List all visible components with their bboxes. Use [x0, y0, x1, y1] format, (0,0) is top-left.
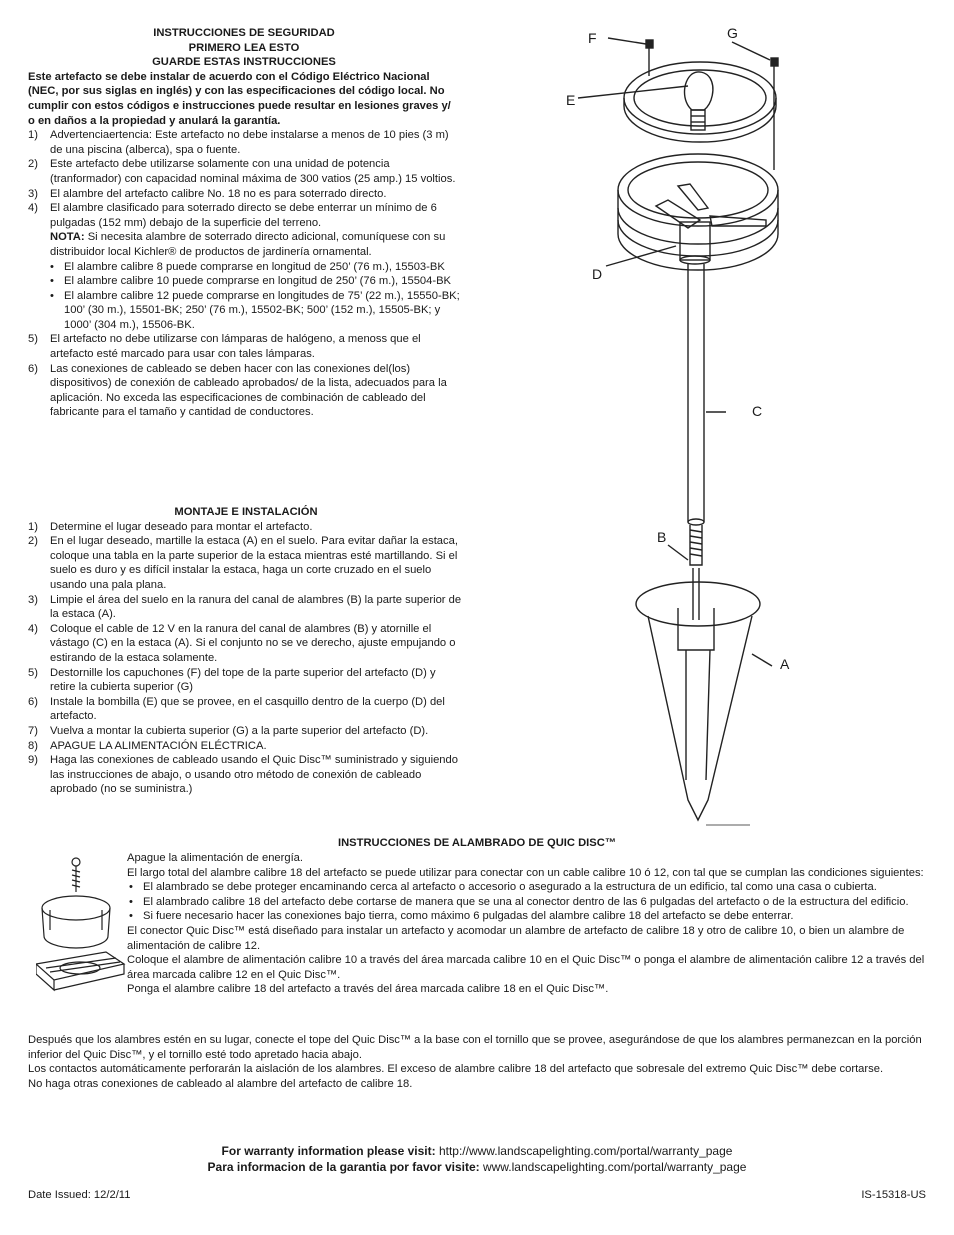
quic-indented-text: [127, 851, 927, 997]
list-item: 1) Determine el lugar deseado para montar el artefacto.: [28, 520, 313, 533]
label-b: B: [657, 529, 667, 545]
fixture-diagram: [560, 20, 820, 830]
list-item: 5) El artefacto no debe utilizarse con lámparas de halógeno, a menoss que el artefacto esté marcado para usar con tales lámparas.: [28, 333, 421, 361]
list-item: 6) Instale la bombilla (E) que se provee, en el casquillo dentro de la cuerpo (D) del artefacto.: [28, 695, 445, 723]
label-g: G: [727, 25, 738, 41]
label-f: F: [588, 30, 597, 46]
quic-paragraph: No haga otras conexiones de cableado al alambre del artefacto de calibre 18.: [28, 1077, 413, 1090]
quic-disc-icon: [36, 856, 126, 1006]
list-item: 3) El alambre del artefacto calibre No. 18 no es para soterrado directo.: [28, 187, 387, 200]
list-item: 9) Haga las conexiones de cableado usando el Quic Disc™ suministrado y siguiendo las instrucciones de abajo, o usando otro método de conexión de cableado aprobado (no se suministra.): [28, 754, 458, 796]
quic-paragraph: Coloque el alambre de alimentación calibre 10 a través del área marcada calibre 10 en el Quic Disc™ o ponga el alambre de alimentación calibre 12 a través del área marcada calibre 12 en el Quic Disc™.: [127, 954, 925, 981]
list-item: 5) Destornille los capuchones (F) del tope de la parte superior del artefacto (D) y retire la cubierta superior (G): [28, 666, 436, 694]
label-a: A: [780, 656, 790, 672]
list-item: • El alambrado se debe proteger encaminando cerca al artefacto o accesorio o asegurado a la estructura de un edificio, tal como una casa o cubierta.: [129, 881, 877, 894]
warranty-en: [0, 1143, 954, 1159]
quic-paragraph: El conector Quic Disc™ está diseñado para instalar un artefacto y acomodar un alambre de artefacto de calibre 18 y otro de calibre 10, o bien un alambre de alimentación de calibre 12.: [127, 924, 905, 952]
list-item: • El alambrado calibre 18 del artefacto debe cortarse de manera que se una al conector dentro de las 6 pulgadas del artefacto o de la estructura del edificio.: [129, 895, 909, 908]
montaje-section: [28, 505, 464, 797]
quic-paragraph: Los contactos automáticamente perforarán la aislación de los alambres. El exceso de alambre calibre 18 del artefacto que sobresale del extremo Quic Disc™ debe cortarse.: [28, 1063, 884, 1076]
warranty-es: [0, 1159, 954, 1175]
quic-paragraph: El largo total del alambre calibre 18 del artefacto se puede utilizar para conectar con un cable calibre 10 ó 12, con tal que se cumplan las condiciones siguientes:: [127, 866, 924, 879]
safety-list: [28, 128, 460, 420]
quic-paragraph: Ponga el alambre calibre 18 del artefacto a través del área marcada calibre 18 en el Quic Disc™.: [127, 983, 609, 996]
warranty-es-label: Para informacion de la garantia por favor visite:: [207, 1160, 480, 1174]
label-e: E: [566, 92, 576, 108]
quic-paragraph: Después que los alambres estén en su lugar, conecte el tope del Quic Disc™ a la base con el tornillo que se provee, asegurándose de que los alambres permanezcan en la porción inferior del Quic Disc™, y el tornillo esté todo apretado hacia abajo.: [28, 1034, 922, 1061]
list-item: 7) Vuelva a montar la cubierta superior (G) a la parte superior del artefacto (D).: [28, 724, 429, 737]
list-item: • El alambre calibre 8 puede comprarse en longitud de 250’ (76 m.), 15503-BK: [50, 260, 445, 273]
safety-heading-3: GUARDE ESTAS INSTRUCCIONES: [152, 56, 336, 69]
nota: NOTA: Si necesita alambre de soterrado directo adicional, comuníquese con su distribuidor local Kichler® de productos de jardinería ornamental.: [50, 231, 446, 258]
safety-heading-2: PRIMERO LEA ESTO: [188, 41, 300, 54]
list-item: 6) Las conexiones de cableado se deben hacer con las conexiones del(los) dispositivos) de conexión de cableado aprobados/ de la lista, adecuados para la aplicación. No exceda las especificaciones de combinación de cableado del fabricante para el tamaño y cantidad de conductores.: [28, 362, 447, 419]
document-code: IS-15318-US: [861, 1189, 926, 1201]
quic-disc-illustration: [36, 856, 126, 1006]
label-c: C: [752, 403, 763, 419]
quic-full-text: [28, 1033, 928, 1091]
safety-heading-1: INSTRUCCIONES DE SEGURIDAD: [153, 27, 335, 39]
list-item: 2) Este artefacto debe utilizarse solamente con una unidad de potencia (tranformador) con capacidad nominal máxima de 300 vatios (25 amp.) 15 voltios.: [28, 158, 456, 185]
list-item: 8) APAGUE LA ALIMENTACIÓN ELÉCTRICA.: [28, 739, 267, 752]
list-item: • El alambre calibre 10 puede comprarse en longitud de 250’ (76 m.), 15504-BK: [50, 275, 452, 288]
list-item: 1) Advertenciaertencia: Este artefacto no debe instalarse a menos de 10 pies (3 m) de una piscina (alberca), spa o fuente.: [28, 129, 449, 156]
list-item: • Si fuere necesario hacer las conexiones bajo tierra, como máximo 6 pulgadas del alambre calibre 18 del artefacto se debe enterrar.: [129, 910, 794, 923]
list-item: 4) El alambre clasificado para soterrado directo se debe enterrar un mínimo de 6 pulgadas (152 mm) debajo de la superficie del terreno.: [28, 202, 437, 229]
date-issued: Date Issued: 12/2/11: [28, 1189, 131, 1201]
warranty-en-link[interactable]: http://www.landscapelighting.com/portal/warranty_page: [435, 1144, 733, 1158]
list-item: • El alambre calibre 12 puede comprarse en longitudes de 75’ (22 m.), 15550-BK; 100’ (30 m.), 15501-BK; 250’ (76 m.), 15502-BK; 500’ (152 m.), 15505-BK; y 1000’ (304 m.), 15506-BK.: [50, 289, 460, 331]
warranty-es-link[interactable]: www.landscapelighting.com/portal/warranty_page: [479, 1160, 747, 1174]
safety-intro: Este artefacto se debe instalar de acuerdo con el Código Eléctrico Nacional (NEC, por sus siglas en inglés) y con las especificaciones del código local. No cumplir con estos códigos e instrucciones puede resultar en lesiones graves y/ o en daños a la propiedad y anulará la garantía.: [28, 70, 451, 127]
montaje-title: MONTAJE E INSTALACIÓN: [174, 506, 318, 518]
warranty-en-label: For warranty information please visit:: [221, 1144, 436, 1158]
list-item: 4) Coloque el cable de 12 V en la ranura del canal de alambres (B) y atornille el vástago (C) en la estaca (A). Si el conjunto no se ve derecho, ajuste empujando o estirando de la estaca solamente.: [28, 622, 456, 664]
list-item: 2) En el lugar deseado, martille la estaca (A) en el suelo. Para evitar dañar la estaca, coloque una tabla en la parte superior de la estaca mientras esté martillando. Si el suelo es duro y es difícil instalar la estaca, haga un corte cruzado en el suelo usando una pala plana.: [28, 535, 458, 591]
fixture-illustration: [560, 20, 820, 830]
label-d: D: [592, 266, 603, 282]
quic-title: INSTRUCCIONES DE ALAMBRADO DE QUIC DISC™: [337, 837, 617, 849]
safety-section: [28, 26, 460, 420]
list-item: 3) Limpie el área del suelo en la ranura del canal de alambres (B) la parte superior de la estaca (A).: [28, 593, 462, 621]
quic-paragraph: Apague la alimentación de energía.: [127, 852, 304, 864]
